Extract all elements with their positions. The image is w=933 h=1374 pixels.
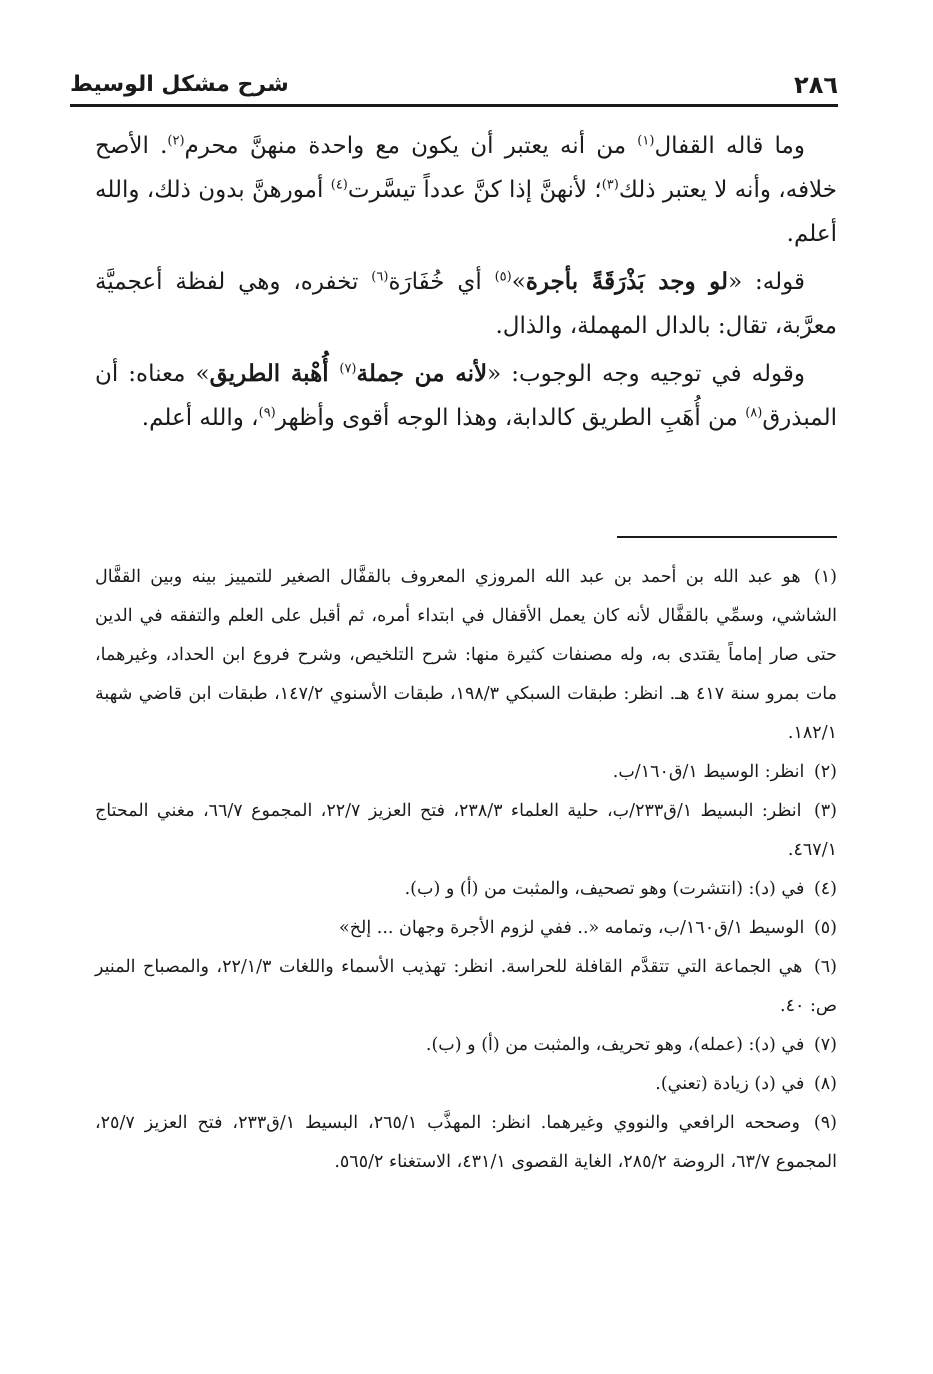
footnote-7: [95, 1026, 837, 1065]
footnote-ref-4[interactable]: (٤): [330, 177, 348, 193]
text-run: أمورهنَّ بدون ذلك، والله أعلم.: [95, 177, 837, 247]
footnote-text: هي الجماعة التي تتقدَّم القافلة للحراسة. انظر: تهذيب الأسماء واللغات ٢٢/١/٣، والمصباح المنير ص: ٤٠.: [95, 957, 837, 1016]
footnote-number: (٧): [813, 1035, 837, 1055]
text-run: وما قاله القفال: [654, 133, 805, 159]
footnote-ref-5[interactable]: (٥): [494, 269, 512, 285]
footnote-number: (٣): [813, 801, 837, 821]
quoted-lemma: أُهْبة الطريق: [209, 360, 340, 387]
footnote-ref-1[interactable]: (١): [637, 133, 655, 149]
footnote-ref-8[interactable]: (٨): [745, 405, 763, 421]
footnote-number: (٨): [813, 1074, 837, 1094]
text-run: تخفره، وهي لفظة أعجميَّة معرَّبة، تقال: بالدال المهملة، والذال.: [95, 269, 837, 339]
footnotes: [95, 558, 837, 1182]
page-number: ٢٨٦: [794, 71, 838, 99]
footnote-text: في (د): (عمله)، وهو تحريف، والمثبت من (أ) و (ب).: [425, 1035, 805, 1055]
footnote-5: [95, 909, 837, 948]
text-run: ؛ لأنهنَّ إذا كنَّ عدداً تيسَّرت: [347, 177, 602, 203]
footnote-text: في (د): (انتشرت) وهو تصحيف، والمثبت من (أ) و (ب).: [404, 879, 805, 899]
footnote-8: [95, 1065, 837, 1104]
main-text: [95, 124, 837, 444]
footnote-ref-2[interactable]: (٢): [167, 133, 185, 149]
footnote-ref-6[interactable]: (٦): [371, 269, 389, 285]
footnote-text: الوسيط ١/ق١٦٠/ب، وتمامه «.. ففي لزوم الأجرة وجهان ... إلخ»: [339, 918, 805, 938]
footnote-6: [95, 948, 837, 1026]
quoted-lemma: لأنه من جملة: [356, 360, 488, 387]
footnote-number: (٥): [813, 918, 837, 938]
footnote-ref-9[interactable]: (٩): [258, 405, 276, 421]
running-head: [70, 68, 838, 107]
footnote-ref-7[interactable]: (٧): [339, 361, 357, 377]
paragraph-1: [95, 124, 837, 256]
text-run: »: [511, 269, 526, 295]
footnote-2: [95, 753, 837, 792]
text-run: . الأصح خلافه، وأنه لا يعتبر ذلك: [95, 133, 838, 203]
footnote-number: (٢): [813, 762, 837, 782]
text-run: ، والله أعلم.: [141, 405, 259, 431]
footnote-separator: [617, 536, 837, 538]
text-run: من أُهَبِ الطريق كالدابة، وهذا الوجه أقوى وأظهر: [275, 405, 746, 431]
quoted-lemma: لو وجد بَذْرَقَةً بأجرة: [525, 268, 729, 295]
paragraph-2: [95, 260, 837, 348]
text-run: من أنه يعتبر أن يكون مع واحدة منهنَّ محرم: [184, 133, 638, 159]
footnote-4: [95, 870, 837, 909]
book-title: شرح مشكل الوسيط: [70, 72, 289, 97]
footnote-ref-3[interactable]: (٣): [601, 177, 619, 193]
text-run: » معناه: أن المبذرق: [95, 361, 837, 431]
footnote-text: وصححه الرافعي والنووي وغيرهما. انظر: المهذَّب ٢٦٥/١، البسيط ١/ق٢٣٣، فتح العزيز ٢٥/٧، المجموع ٦٣/٧، الروضة ٢٨٥/٢، الغاية القصوى ٤٣١/١، الاستغناء ٥٦٥/٢.: [95, 1113, 837, 1172]
text-run: وقوله في توجيه وجه الوجوب: «: [487, 361, 806, 387]
footnote-number: (٩): [813, 1113, 837, 1133]
footnote-number: (١): [813, 567, 837, 587]
footnote-3: [95, 792, 837, 870]
footnote-text: انظر: البسيط ١/ق٢٣٣/ب، حلية العلماء ٢٣٨/٣، فتح العزيز ٢٢/٧، المجموع ٦٦/٧، مغني المحتاج ٤٦٧/١.: [95, 801, 837, 860]
footnote-text: هو عبد الله بن أحمد بن عبد الله المروزي المعروف بالقفَّال الصغير للتمييز بينه وبين القفَّال الشاشي، وسمِّي بالقفَّال لأنه كان يعمل الأقفال في ابتداء أمره، ثم أقبل على العلم والتفقه في الدين حتى صار إماماً يقتدى به، وله مصنفات كثيرة منها: شرح التلخيص، وشرح فروع ابن الحداد، وغيرهما، مات بمرو سنة ٤١٧ هـ. انظر: طبقات السبكي ١٩٨/٣، طبقات الأسنوي ١٤٧/٢، طبقات ابن قاضي شهبة ١٨٢/١.: [95, 567, 837, 743]
footnote-9: [95, 1104, 837, 1182]
footnote-number: (٤): [813, 879, 837, 899]
footnote-text: انظر: الوسيط ١/ق١٦٠/ب.: [612, 762, 805, 782]
footnote-text: في (د) زيادة (تعني).: [655, 1074, 805, 1094]
footnote-number: (٦): [813, 957, 837, 977]
footnote-1: [95, 558, 837, 753]
text-run: أي خُفَارَة: [388, 269, 495, 295]
text-run: قوله: «: [728, 269, 805, 295]
paragraph-3: [95, 352, 837, 440]
